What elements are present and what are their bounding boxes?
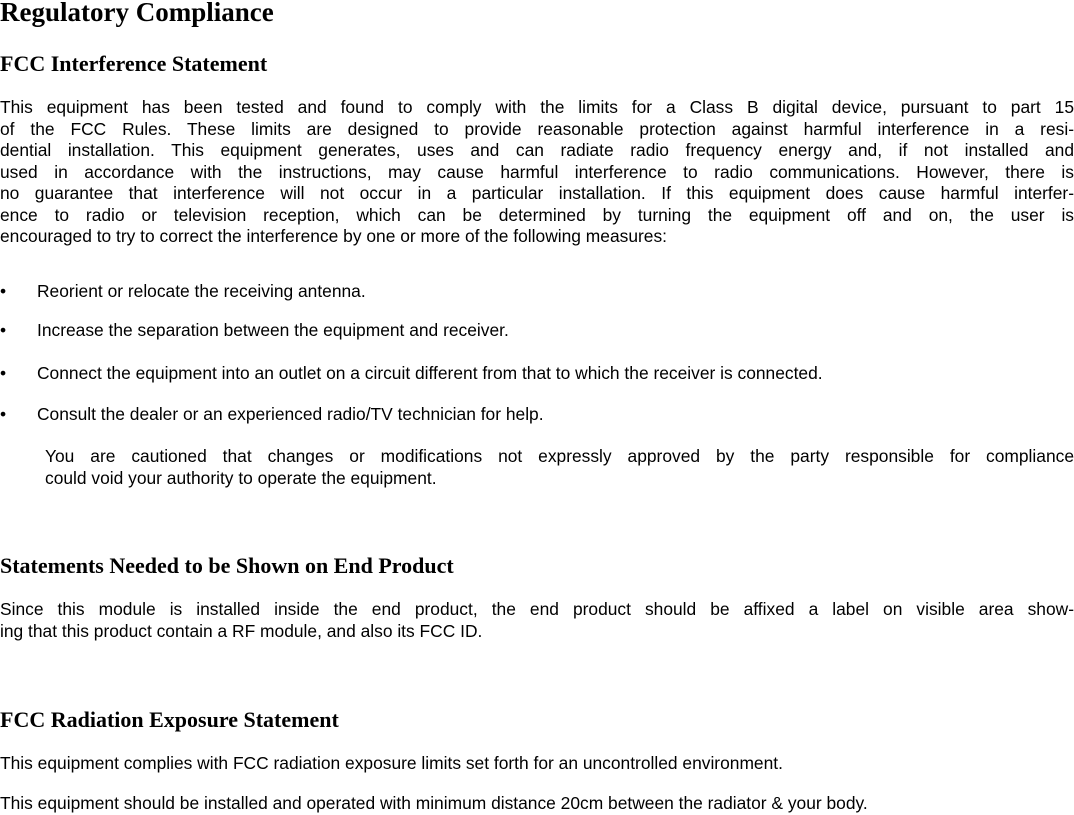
- bullet-text: Consult the dealer or an experienced radio/TV technician for help.: [37, 404, 544, 424]
- paragraph-line: ing that this product contain a RF module, and also its FCC ID.: [0, 620, 483, 641]
- caution-line: You are cautioned that changes or modifications not expressly approved by the party responsible for compliance: [45, 446, 1074, 466]
- bullet-text: Connect the equipment into an outlet on a circuit different from that to which the receiver is connected.: [37, 363, 823, 383]
- end-product-paragraph: [0, 599, 1074, 642]
- bullet-text: Increase the separation between the equipment and receiver.: [37, 320, 509, 340]
- paragraph-line: no guarantee that interference will not occur in a particular installation. If this equipment does cause harmful interfer-: [0, 183, 1074, 203]
- paragraph-line: encouraged to try to correct the interference by one or more of the following measures:: [0, 226, 667, 246]
- paragraph-line: of the FCC Rules. These limits are designed to provide reasonable protection against harmful interference in a resi-: [0, 118, 1074, 139]
- paragraph-line: ence to radio or television reception, which can be determined by turning the equipment off and on, the user is: [0, 204, 1074, 225]
- page-title: Regulatory Compliance: [0, 0, 274, 27]
- bullet-icon: •: [0, 404, 7, 424]
- bullet-item: [0, 320, 1074, 342]
- paragraph-line: This equipment has been tested and found to comply with the limits for a Class B digital device, pursuant to part 15: [0, 97, 1074, 117]
- radiation-paragraph-2: This equipment should be installed and operated with minimum distance 20cm between the radiator & your body.: [0, 793, 868, 813]
- fcc-interference-paragraph: [0, 97, 1074, 248]
- paragraph-line: dential installation. This equipment generates, uses and can radiate radio frequency energy and, if not installed and: [0, 140, 1074, 160]
- radiation-paragraph-1: This equipment complies with FCC radiation exposure limits set forth for an uncontrolled environment.: [0, 753, 783, 773]
- bullet-item: [0, 404, 1074, 426]
- bullet-icon: •: [0, 320, 7, 340]
- bullet-text: Reorient or relocate the receiving antenna.: [37, 281, 366, 301]
- caution-line: could void your authority to operate the equipment.: [45, 467, 437, 488]
- caution-note: [45, 446, 1074, 489]
- bullet-item: [0, 281, 1074, 303]
- bullet-icon: •: [0, 363, 7, 383]
- paragraph-line: used in accordance with the instructions, may cause harmful interference to radio communications. However, there is: [0, 161, 1074, 182]
- paragraph-line: Since this module is installed inside the end product, the end product should be affixed a label on visible area show-: [0, 599, 1074, 619]
- end-product-heading: Statements Needed to be Shown on End Product: [0, 553, 454, 578]
- bullet-item: [0, 363, 1074, 385]
- bullet-icon: •: [0, 281, 7, 301]
- radiation-heading: FCC Radiation Exposure Statement: [0, 707, 339, 732]
- fcc-interference-heading: FCC Interference Statement: [0, 51, 268, 76]
